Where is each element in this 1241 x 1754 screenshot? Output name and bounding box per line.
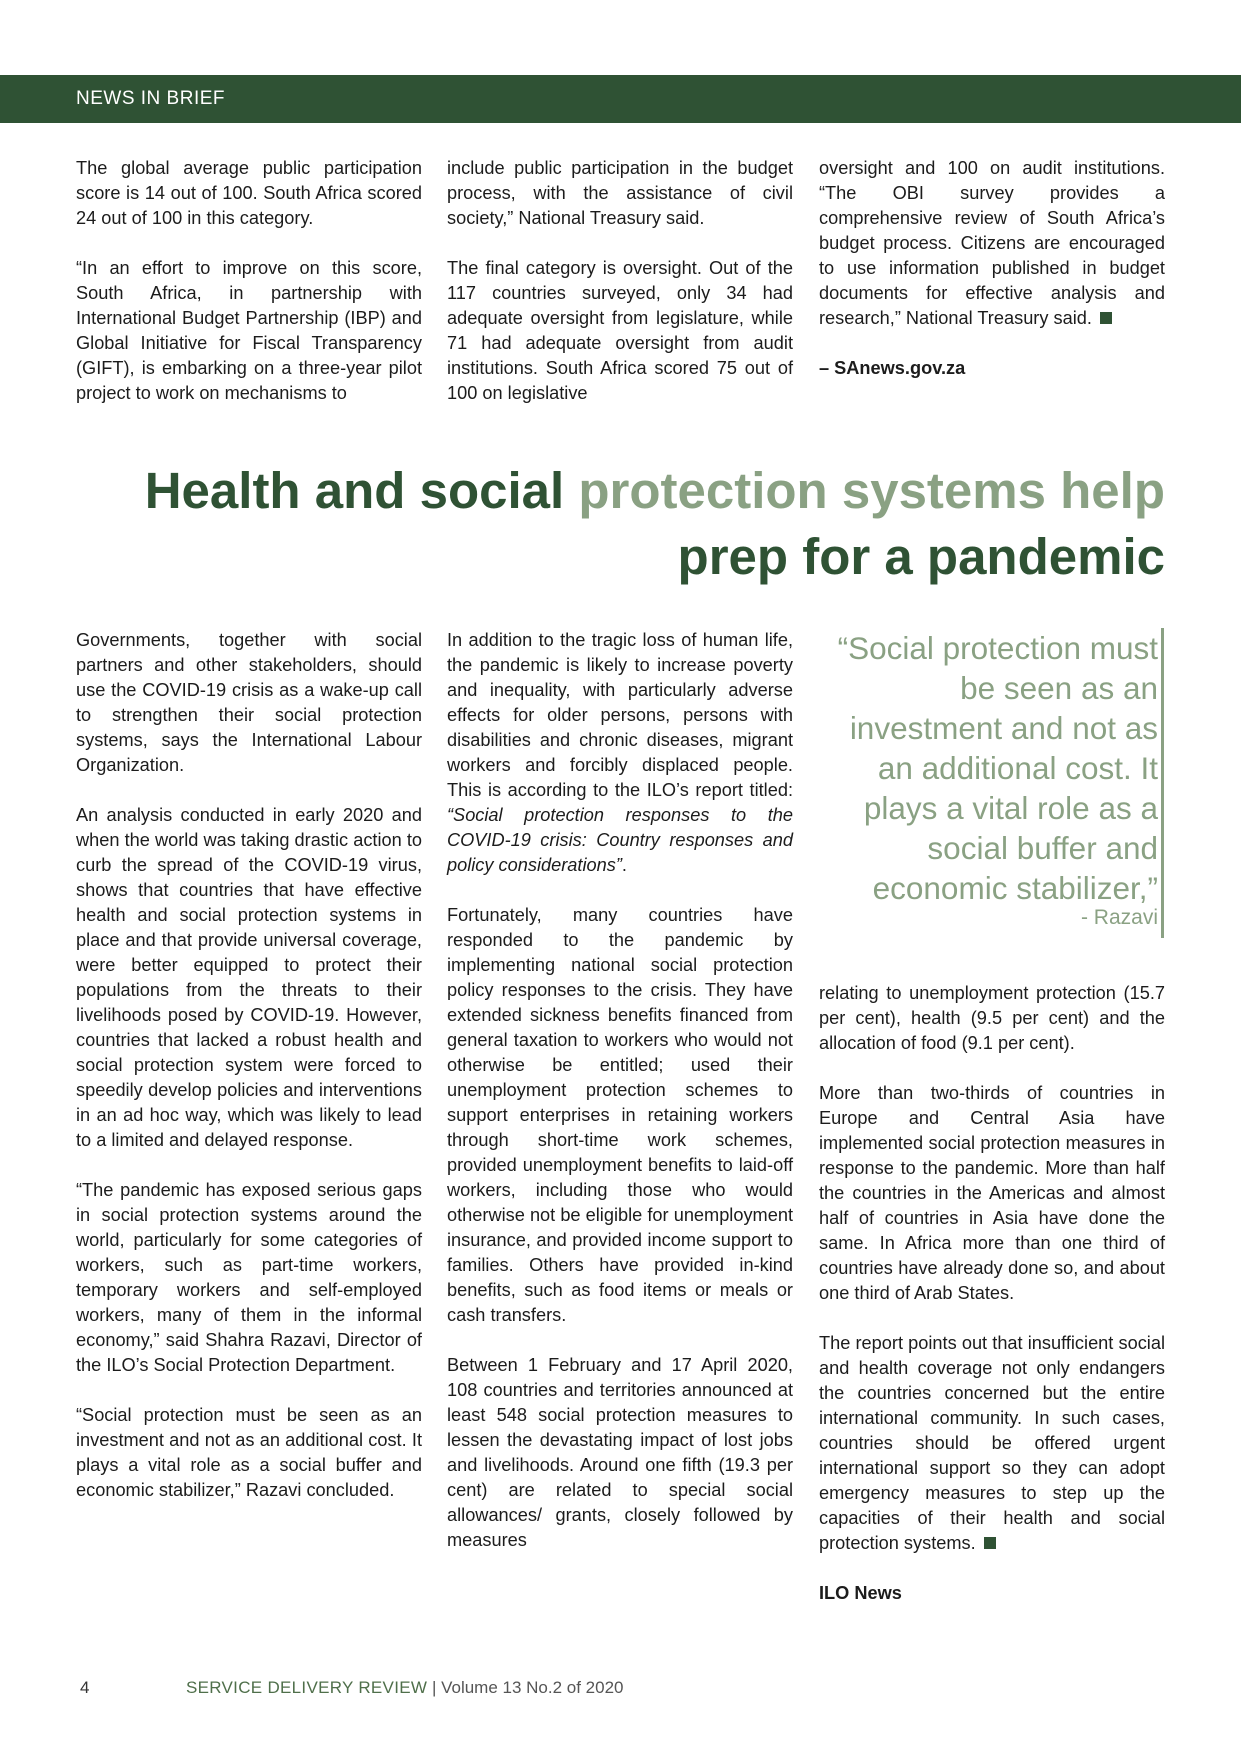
- paragraph: The final category is oversight. Out of the 117 countries surveyed, only 34 had adequate oversight from legislature, while 71 had adequate oversight from audit institutions. South Africa scored 75 out of 100 on legislative: [447, 258, 793, 403]
- paragraph: In addition to the tragic loss of human life, the pandemic is likely to increase poverty and inequality, with particularly adverse effects for older persons, persons with disabilities and chronic diseases, migrant workers and forcibly displaced people. This is according to the ILO’s report titled: “Social protection responses to the COVID-19 crisis: Country responses and policy considerations”.: [447, 630, 793, 875]
- paragraph: The global average public participation score is 14 out of 100. South Africa scored 24 out of 100 in this category.: [76, 158, 422, 228]
- top-article-column-3: [819, 156, 1165, 406]
- top-article-column-1: [76, 156, 422, 406]
- headline-part-dark: Health and social: [144, 462, 579, 519]
- paragraph: “The pandemic has exposed serious gaps in social protection systems around the world, particularly for some categories of workers, such as part-time workers, temporary workers and self-employed workers, many of them in the informal economy,” said Shahra Razavi, Director of the ILO’s Social Protection Department.: [76, 1180, 422, 1375]
- paragraph: Governments, together with social partners and other stakeholders, should use the COVID-19 crisis as a wake-up call to strengthen their social protection systems, says the International Labour Organization.: [76, 630, 422, 775]
- article-source: – SAnews.gov.za: [819, 358, 966, 378]
- paragraph: relating to unemployment protection (15.7 per cent), health (9.5 per cent) and the allocation of food (9.1 per cent).: [819, 983, 1165, 1053]
- pull-quote-attribution: - Razavi: [1080, 906, 1158, 929]
- headline-line-2: prep for a pandemic: [677, 528, 1165, 585]
- main-article-column-3: [819, 981, 1165, 1631]
- paragraph: An analysis conducted in early 2020 and when the world was taking drastic action to curb the spread of the COVID-19 virus, shows that countries that have effective health and social protection systems in place and that provide universal coverage, were better equipped to protect their populations from the threats to their livelihoods posed by COVID-19. However, countries that lacked a robust health and social protection system were forced to speedily develop policies and interventions in an ad hoc way, which was likely to lead to a limited and delayed response.: [76, 805, 422, 1150]
- pull-quote-rule: [1161, 628, 1164, 938]
- paragraph: include public participation in the budget process, with the assistance of civil society,” National Treasury said.: [447, 158, 793, 228]
- article-headline: [65, 458, 1165, 590]
- footer-separator: |: [427, 1678, 442, 1697]
- headline-part-light: protection systems help: [578, 462, 1165, 519]
- section-header-bar: [0, 75, 1241, 123]
- top-article-column-2: [447, 156, 793, 406]
- main-article-column-2: [447, 628, 793, 1553]
- end-of-article-square-icon: [984, 1537, 996, 1549]
- paragraph: More than two-thirds of countries in Europe and Central Asia have implemented social protection measures in response to the pandemic. More than half the countries in the Americas and almost half of countries in Asia have done the same. In Africa more than one third of countries have already done so, and about one third of Arab States.: [819, 1083, 1165, 1303]
- issue-info: Volume 13 No.2 of 2020: [441, 1678, 624, 1697]
- publication-name: SERVICE DELIVERY REVIEW: [186, 1678, 428, 1697]
- paragraph: “Social protection must be seen as an investment and not as an additional cost. It plays a vital role as a social buffer and economic stabilizer,” Razavi concluded.: [76, 1405, 422, 1500]
- section-label: NEWS IN BRIEF: [76, 88, 226, 109]
- pull-quote-text: “Social protection must be seen as an investment and not as an additional cost. It plays a vital role as a social buffer and economic stabilizer,”: [837, 630, 1158, 906]
- paragraph: Between 1 February and 17 April 2020, 108 countries and territories announced at least 548 social protection measures to lessen the devastating impact of lost jobs and livelihoods. Around one fifth (19.3 per cent) are related to special social allowances/ grants, closely followed by measures: [447, 1355, 793, 1550]
- report-title: “Social protection responses to the COVID-19 crisis: Country responses and policy considerations”: [447, 805, 793, 875]
- paragraph: The report points out that insufficient social and health coverage not only endangers the countries concerned but the entire international community. In such cases, countries should be offered urgent international support so they can adopt emergency measures to step up the capacities of their health and social protection systems.: [819, 1333, 1165, 1553]
- paragraph: “In an effort to improve on this score, South Africa, in partnership with International Budget Partnership (IBP) and Global Initiative for Fiscal Transparency (GIFT), is embarking on a three-year pilot project to work on mechanisms to: [76, 258, 422, 403]
- page-number: 4: [80, 1678, 90, 1697]
- main-article-column-1: [76, 628, 422, 1503]
- article-source: ILO News: [819, 1583, 902, 1603]
- publication-footer: [186, 1678, 624, 1698]
- paragraph: Fortunately, many countries have responded to the pandemic by implementing national social protection policy responses to the crisis. They have extended sickness benefits financed from general taxation to workers who would not otherwise be entitled; used their unemployment protection schemes to support enterprises in retaining workers through short-time work schemes, provided unemployment benefits to laid-off workers, including those who would otherwise not be eligible for unemployment insurance, and provided income support to families. Others have provided in-kind benefits, such as food items or meals or cash transfers.: [447, 905, 793, 1325]
- paragraph: oversight and 100 on audit institutions. “The OBI survey provides a comprehensive review of South Africa’s budget process. Citizens are encouraged to use information published in budget documents for effective analysis and research,” National Treasury said.: [819, 158, 1165, 328]
- pull-quote: [820, 628, 1163, 930]
- end-of-article-square-icon: [1100, 312, 1112, 324]
